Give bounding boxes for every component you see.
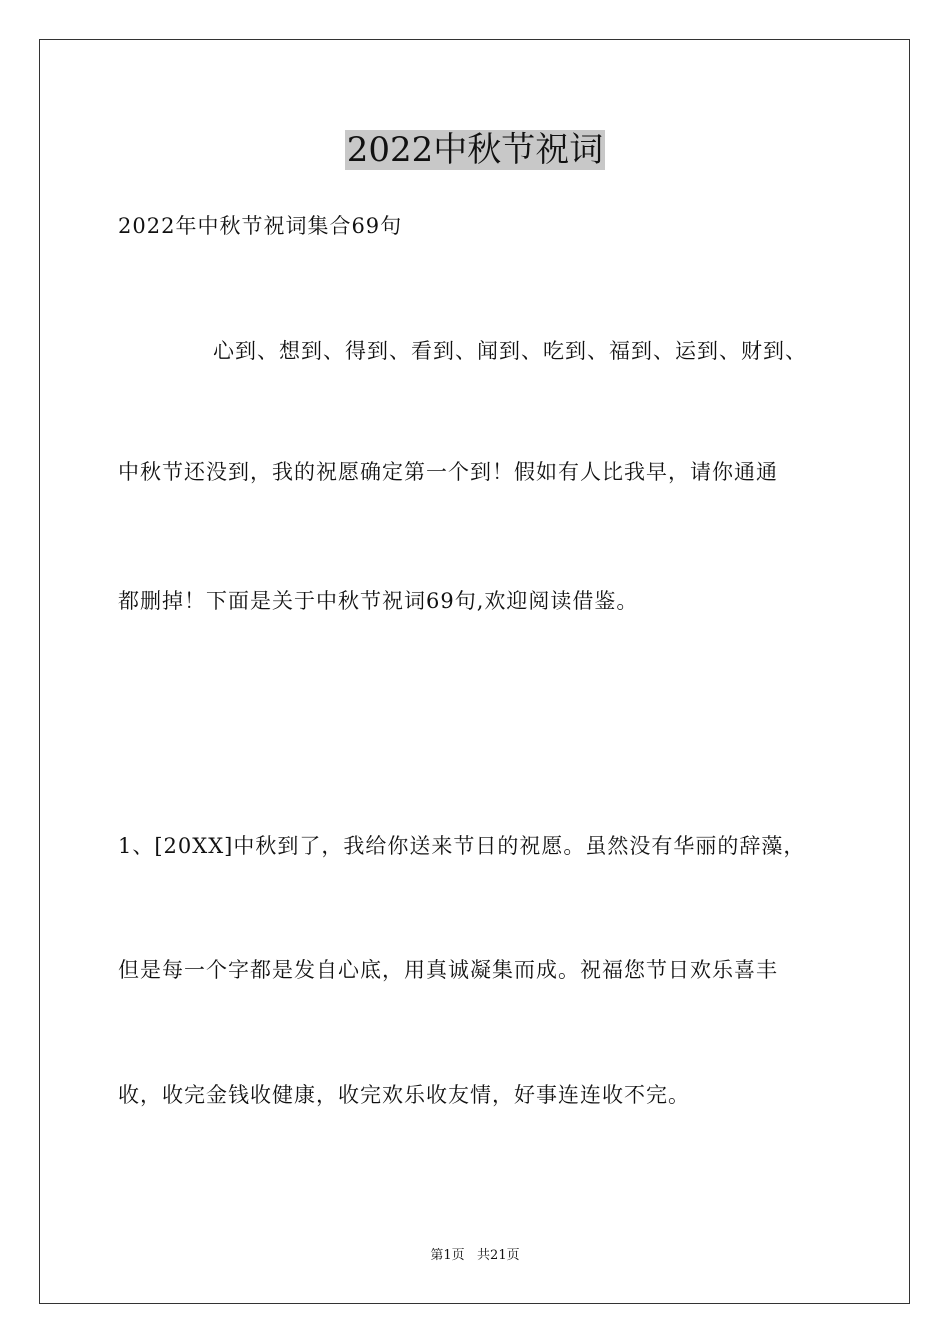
paragraph-line: 收，收完金钱收健康，收完欢乐收友情，好事连连收不完。 [118, 1083, 690, 1107]
subtitle: 2022年中秋节祝词集合69句 [118, 214, 403, 238]
paragraph-line: 1、[20XX]中秋到了，我给你送来节日的祝愿。虽然没有华丽的辞藻， [118, 834, 806, 858]
paragraph-line: 中秋节还没到，我的祝愿确定第一个到！假如有人比我早，请你通通 [118, 460, 778, 484]
document-title [0, 128, 950, 172]
page-number: 第1页 共21页 [430, 1248, 520, 1263]
title-text: 2022中秋节祝词 [346, 130, 604, 170]
paragraph-line: 但是每一个字都是发自心底，用真诚凝集而成。祝福您节日欢乐喜丰 [118, 958, 778, 982]
paragraph-line: 心到、想到、得到、看到、闻到、吃到、福到、运到、财到、 [213, 339, 807, 363]
paragraph-line: 都删掉！下面是关于中秋节祝词69句,欢迎阅读借鉴。 [118, 589, 639, 613]
